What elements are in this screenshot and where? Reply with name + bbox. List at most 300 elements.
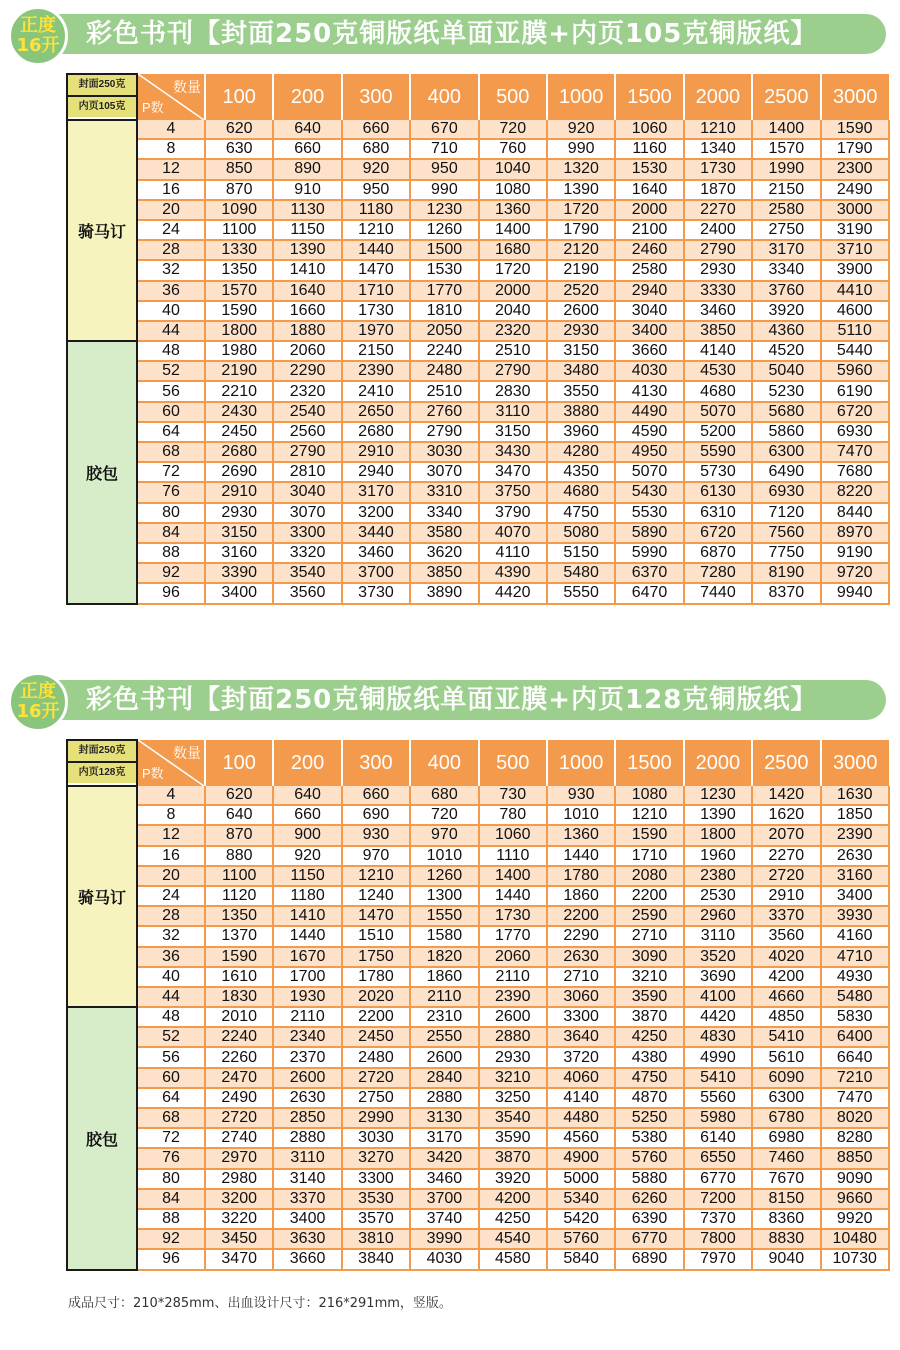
price-cell: 7750 bbox=[752, 543, 820, 563]
price-cell: 2600 bbox=[273, 1068, 341, 1088]
quantity-header: 400 bbox=[410, 740, 478, 786]
price-cell: 5980 bbox=[684, 1108, 752, 1128]
price-cell: 3560 bbox=[273, 583, 341, 603]
page-count-cell: 80 bbox=[137, 503, 205, 523]
price-cell: 1060 bbox=[615, 120, 683, 139]
price-cell: 680 bbox=[342, 139, 410, 159]
price-cell: 3400 bbox=[821, 886, 889, 906]
price-cell: 2680 bbox=[205, 442, 273, 462]
price-cell: 3030 bbox=[342, 1128, 410, 1148]
table-row bbox=[67, 886, 889, 906]
price-cell: 730 bbox=[479, 786, 547, 805]
quantity-header: 300 bbox=[342, 74, 410, 120]
price-cell: 6640 bbox=[821, 1047, 889, 1067]
price-cell: 6400 bbox=[821, 1027, 889, 1047]
table-row bbox=[67, 1249, 889, 1269]
page-count-cell: 32 bbox=[137, 926, 205, 946]
price-cell: 8190 bbox=[752, 563, 820, 583]
price-cell: 1710 bbox=[615, 846, 683, 866]
price-cell: 990 bbox=[410, 180, 478, 200]
price-cell: 2930 bbox=[205, 503, 273, 523]
page-count-cell: 12 bbox=[137, 159, 205, 179]
table-row bbox=[67, 220, 889, 240]
price-cell: 6390 bbox=[615, 1209, 683, 1229]
table-row bbox=[67, 381, 889, 401]
binding-group-label: 胶包 bbox=[67, 1007, 137, 1269]
price-cell: 3540 bbox=[479, 1108, 547, 1128]
size-badge bbox=[8, 672, 68, 732]
price-cell: 1360 bbox=[547, 825, 615, 845]
badge-line1: 正度 bbox=[20, 15, 56, 36]
price-cell: 2940 bbox=[615, 281, 683, 301]
price-cell: 910 bbox=[273, 180, 341, 200]
price-section-128 bbox=[0, 666, 900, 1286]
price-cell: 6310 bbox=[684, 503, 752, 523]
price-cell: 5410 bbox=[752, 1027, 820, 1047]
price-cell: 2750 bbox=[342, 1088, 410, 1108]
price-cell: 1630 bbox=[821, 786, 889, 805]
price-cell: 3460 bbox=[410, 1169, 478, 1189]
price-cell: 1420 bbox=[752, 786, 820, 805]
page-count-cell: 24 bbox=[137, 886, 205, 906]
price-cell: 2070 bbox=[752, 825, 820, 845]
price-cell: 3040 bbox=[273, 482, 341, 502]
price-cell: 2390 bbox=[342, 361, 410, 381]
price-cell: 5860 bbox=[752, 422, 820, 442]
price-cell: 2600 bbox=[547, 301, 615, 321]
table-row bbox=[67, 442, 889, 462]
price-cell: 5480 bbox=[821, 987, 889, 1007]
price-cell: 1110 bbox=[479, 846, 547, 866]
price-cell: 4660 bbox=[752, 987, 820, 1007]
price-cell: 7280 bbox=[684, 563, 752, 583]
price-cell: 1390 bbox=[684, 805, 752, 825]
price-cell: 3150 bbox=[205, 523, 273, 543]
table-row bbox=[67, 361, 889, 381]
price-cell: 3990 bbox=[410, 1229, 478, 1249]
price-cell: 5080 bbox=[547, 523, 615, 543]
price-cell: 2190 bbox=[205, 361, 273, 381]
price-cell: 3170 bbox=[342, 482, 410, 502]
price-cell: 4930 bbox=[821, 967, 889, 987]
title-banner bbox=[30, 14, 886, 54]
price-cell: 6470 bbox=[615, 583, 683, 603]
table-row bbox=[67, 987, 889, 1007]
price-cell: 3760 bbox=[752, 281, 820, 301]
table-row bbox=[67, 846, 889, 866]
table-row bbox=[67, 321, 889, 341]
price-cell: 880 bbox=[205, 846, 273, 866]
price-cell: 720 bbox=[479, 120, 547, 139]
price-cell: 2580 bbox=[752, 200, 820, 220]
price-cell: 1930 bbox=[273, 987, 341, 1007]
price-cell: 1590 bbox=[205, 301, 273, 321]
price-cell: 1210 bbox=[342, 866, 410, 886]
page-count-cell: 20 bbox=[137, 200, 205, 220]
price-cell: 2510 bbox=[479, 341, 547, 361]
price-cell: 5840 bbox=[547, 1249, 615, 1269]
page-count-cell: 48 bbox=[137, 341, 205, 361]
price-cell: 1470 bbox=[342, 906, 410, 926]
table-row bbox=[67, 139, 889, 159]
price-cell: 2750 bbox=[752, 220, 820, 240]
price-cell: 3090 bbox=[615, 947, 683, 967]
table-row bbox=[67, 523, 889, 543]
price-cell: 1660 bbox=[273, 301, 341, 321]
price-cell: 3190 bbox=[821, 220, 889, 240]
price-cell: 9720 bbox=[821, 563, 889, 583]
price-cell: 9190 bbox=[821, 543, 889, 563]
price-cell: 3720 bbox=[547, 1047, 615, 1067]
price-cell: 5760 bbox=[547, 1229, 615, 1249]
price-cell: 1330 bbox=[205, 240, 273, 260]
price-cell: 780 bbox=[479, 805, 547, 825]
price-cell: 3590 bbox=[615, 987, 683, 1007]
price-cell: 1470 bbox=[342, 260, 410, 280]
quantity-header: 3000 bbox=[821, 740, 889, 786]
price-cell: 1160 bbox=[615, 139, 683, 159]
table-row bbox=[67, 240, 889, 260]
price-cell: 9040 bbox=[752, 1249, 820, 1269]
price-cell: 5040 bbox=[752, 361, 820, 381]
price-cell: 4390 bbox=[479, 563, 547, 583]
footnote: 成品尺寸：210*285mm、出血设计尺寸：216*291mm，竖版。 bbox=[68, 1296, 452, 1311]
axis-corner-cell bbox=[137, 74, 205, 120]
price-cell: 3570 bbox=[342, 1209, 410, 1229]
price-cell: 3170 bbox=[752, 240, 820, 260]
page-count-cell: 92 bbox=[137, 1229, 205, 1249]
price-cell: 7470 bbox=[821, 442, 889, 462]
price-cell: 3150 bbox=[479, 422, 547, 442]
price-cell: 5830 bbox=[821, 1007, 889, 1027]
price-cell: 2590 bbox=[615, 906, 683, 926]
price-cell: 3460 bbox=[342, 543, 410, 563]
price-cell: 6770 bbox=[615, 1229, 683, 1249]
price-cell: 3300 bbox=[342, 1169, 410, 1189]
price-cell: 1500 bbox=[410, 240, 478, 260]
price-cell: 1150 bbox=[273, 866, 341, 886]
price-table bbox=[66, 739, 890, 1271]
page-count-cell: 32 bbox=[137, 260, 205, 280]
cover-spec: 封面250克 bbox=[68, 75, 136, 97]
price-cell: 3110 bbox=[273, 1148, 341, 1168]
price-cell: 890 bbox=[273, 159, 341, 179]
price-cell: 2600 bbox=[479, 1007, 547, 1027]
price-cell: 3400 bbox=[615, 321, 683, 341]
price-cell: 1370 bbox=[205, 926, 273, 946]
price-cell: 1860 bbox=[410, 967, 478, 987]
page-count-cell: 48 bbox=[137, 1007, 205, 1027]
price-cell: 4680 bbox=[684, 381, 752, 401]
quantity-header: 1000 bbox=[547, 74, 615, 120]
paper-spec-cell bbox=[67, 740, 137, 786]
table-row bbox=[67, 281, 889, 301]
price-cell: 2650 bbox=[342, 402, 410, 422]
price-cell: 8440 bbox=[821, 503, 889, 523]
table-row bbox=[67, 1209, 889, 1229]
price-cell: 1640 bbox=[615, 180, 683, 200]
price-cell: 3900 bbox=[821, 260, 889, 280]
price-cell: 2760 bbox=[410, 402, 478, 422]
price-cell: 4490 bbox=[615, 402, 683, 422]
price-cell: 1750 bbox=[342, 947, 410, 967]
price-cell: 2430 bbox=[205, 402, 273, 422]
price-cell: 690 bbox=[342, 805, 410, 825]
price-cell: 1180 bbox=[273, 886, 341, 906]
price-cell: 870 bbox=[205, 180, 273, 200]
price-cell: 1120 bbox=[205, 886, 273, 906]
price-cell: 3470 bbox=[479, 462, 547, 482]
price-cell: 1150 bbox=[273, 220, 341, 240]
price-cell: 3130 bbox=[410, 1108, 478, 1128]
price-cell: 1720 bbox=[479, 260, 547, 280]
price-cell: 9660 bbox=[821, 1189, 889, 1209]
price-cell: 1590 bbox=[821, 120, 889, 139]
price-cell: 4060 bbox=[547, 1068, 615, 1088]
price-cell: 3580 bbox=[410, 523, 478, 543]
price-cell: 6300 bbox=[752, 442, 820, 462]
price-cell: 3200 bbox=[342, 503, 410, 523]
price-cell: 4140 bbox=[547, 1088, 615, 1108]
price-cell: 3790 bbox=[479, 503, 547, 523]
price-cell: 720 bbox=[410, 805, 478, 825]
table-row bbox=[67, 1189, 889, 1209]
price-cell: 6300 bbox=[752, 1088, 820, 1108]
price-cell: 640 bbox=[205, 805, 273, 825]
inner-spec: 内页105克 bbox=[68, 97, 136, 117]
price-cell: 1090 bbox=[205, 200, 273, 220]
table-row bbox=[67, 1229, 889, 1249]
price-cell: 3340 bbox=[752, 260, 820, 280]
price-cell: 7370 bbox=[684, 1209, 752, 1229]
price-cell: 4100 bbox=[684, 987, 752, 1007]
page-count-cell: 8 bbox=[137, 805, 205, 825]
price-cell: 1960 bbox=[684, 846, 752, 866]
price-cell: 3700 bbox=[342, 563, 410, 583]
price-cell: 2480 bbox=[342, 1047, 410, 1067]
price-cell: 5550 bbox=[547, 583, 615, 603]
price-cell: 3690 bbox=[684, 967, 752, 987]
table-row bbox=[67, 1169, 889, 1189]
price-cell: 5610 bbox=[752, 1047, 820, 1067]
price-cell: 1410 bbox=[273, 260, 341, 280]
page-count-cell: 64 bbox=[137, 422, 205, 442]
section-title: 彩色书刊【封面250克铜版纸单面亚膜+内页105克铜版纸】 bbox=[86, 19, 818, 49]
price-cell: 7800 bbox=[684, 1229, 752, 1249]
quantity-axis-label: 数量 bbox=[173, 79, 201, 95]
section-title: 彩色书刊【封面250克铜版纸单面亚膜+内页128克铜版纸】 bbox=[86, 685, 818, 715]
price-cell: 5070 bbox=[615, 462, 683, 482]
quantity-header: 2500 bbox=[752, 74, 820, 120]
price-cell: 2790 bbox=[479, 361, 547, 381]
price-cell: 1870 bbox=[684, 180, 752, 200]
price-cell: 3890 bbox=[410, 583, 478, 603]
price-cell: 4020 bbox=[752, 947, 820, 967]
price-cell: 2200 bbox=[615, 886, 683, 906]
price-cell: 1720 bbox=[547, 200, 615, 220]
price-cell: 6370 bbox=[615, 563, 683, 583]
price-cell: 2790 bbox=[684, 240, 752, 260]
price-cell: 1620 bbox=[752, 805, 820, 825]
price-cell: 5110 bbox=[821, 321, 889, 341]
page-count-cell: 20 bbox=[137, 866, 205, 886]
price-cell: 2520 bbox=[547, 281, 615, 301]
table-row bbox=[67, 341, 889, 361]
price-cell: 950 bbox=[342, 180, 410, 200]
page-count-cell: 76 bbox=[137, 1148, 205, 1168]
price-cell: 2190 bbox=[547, 260, 615, 280]
pages-axis-label: P数 bbox=[142, 766, 164, 781]
quantity-header: 1500 bbox=[615, 74, 683, 120]
price-cell: 900 bbox=[273, 825, 341, 845]
price-cell: 2200 bbox=[547, 906, 615, 926]
price-cell: 3040 bbox=[615, 301, 683, 321]
table-row bbox=[67, 825, 889, 845]
price-cell: 2880 bbox=[410, 1088, 478, 1108]
price-cell: 3110 bbox=[684, 926, 752, 946]
price-cell: 2080 bbox=[615, 866, 683, 886]
table-row bbox=[67, 967, 889, 987]
price-cell: 7470 bbox=[821, 1088, 889, 1108]
quantity-header: 2000 bbox=[684, 74, 752, 120]
binding-group-label: 骑马订 bbox=[67, 786, 137, 1007]
price-cell: 1770 bbox=[479, 926, 547, 946]
price-section-105 bbox=[0, 0, 900, 620]
price-cell: 3520 bbox=[684, 947, 752, 967]
price-cell: 2150 bbox=[342, 341, 410, 361]
price-cell: 4830 bbox=[684, 1027, 752, 1047]
price-cell: 4030 bbox=[615, 361, 683, 381]
price-cell: 1400 bbox=[752, 120, 820, 139]
price-cell: 2850 bbox=[273, 1108, 341, 1128]
price-cell: 2790 bbox=[273, 442, 341, 462]
price-cell: 1340 bbox=[684, 139, 752, 159]
price-cell: 3840 bbox=[342, 1249, 410, 1269]
price-cell: 3920 bbox=[479, 1169, 547, 1189]
price-cell: 5070 bbox=[684, 402, 752, 422]
price-cell: 10730 bbox=[821, 1249, 889, 1269]
price-cell: 4600 bbox=[821, 301, 889, 321]
price-cell: 1700 bbox=[273, 967, 341, 987]
price-cell: 4360 bbox=[752, 321, 820, 341]
price-cell: 4200 bbox=[752, 967, 820, 987]
price-cell: 3060 bbox=[547, 987, 615, 1007]
price-cell: 4250 bbox=[615, 1027, 683, 1047]
price-cell: 2910 bbox=[205, 482, 273, 502]
price-cell: 6550 bbox=[684, 1148, 752, 1168]
page-count-cell: 56 bbox=[137, 1047, 205, 1067]
table-row bbox=[67, 120, 889, 139]
price-cell: 1830 bbox=[205, 987, 273, 1007]
price-cell: 2960 bbox=[684, 906, 752, 926]
price-cell: 1710 bbox=[342, 281, 410, 301]
price-cell: 3880 bbox=[547, 402, 615, 422]
page-count-cell: 52 bbox=[137, 1027, 205, 1047]
price-cell: 2110 bbox=[273, 1007, 341, 1027]
table-row bbox=[67, 1068, 889, 1088]
page-count-cell: 36 bbox=[137, 947, 205, 967]
page-count-cell: 68 bbox=[137, 442, 205, 462]
price-cell: 1130 bbox=[273, 200, 341, 220]
price-cell: 1440 bbox=[273, 926, 341, 946]
price-cell: 3320 bbox=[273, 543, 341, 563]
price-cell: 3590 bbox=[479, 1128, 547, 1148]
price-cell: 4380 bbox=[615, 1047, 683, 1067]
price-cell: 4750 bbox=[547, 503, 615, 523]
price-cell: 1800 bbox=[684, 825, 752, 845]
price-cell: 4900 bbox=[547, 1148, 615, 1168]
price-cell: 3850 bbox=[410, 563, 478, 583]
price-cell: 3200 bbox=[205, 1189, 273, 1209]
table-row bbox=[67, 1148, 889, 1168]
price-cell: 2370 bbox=[273, 1047, 341, 1067]
price-cell: 7120 bbox=[752, 503, 820, 523]
price-cell: 8830 bbox=[752, 1229, 820, 1249]
price-cell: 2200 bbox=[342, 1007, 410, 1027]
table-row bbox=[67, 200, 889, 220]
price-cell: 7970 bbox=[684, 1249, 752, 1269]
price-cell: 3620 bbox=[410, 543, 478, 563]
price-cell: 1730 bbox=[479, 906, 547, 926]
price-cell: 2930 bbox=[684, 260, 752, 280]
price-cell: 2720 bbox=[342, 1068, 410, 1088]
price-cell: 5150 bbox=[547, 543, 615, 563]
price-cell: 8370 bbox=[752, 583, 820, 603]
price-cell: 5530 bbox=[615, 503, 683, 523]
price-cell: 2110 bbox=[410, 987, 478, 1007]
table-row bbox=[67, 503, 889, 523]
table-row bbox=[67, 947, 889, 967]
price-cell: 1640 bbox=[273, 281, 341, 301]
price-cell: 680 bbox=[410, 786, 478, 805]
price-cell: 1610 bbox=[205, 967, 273, 987]
price-cell: 5000 bbox=[547, 1169, 615, 1189]
price-cell: 3920 bbox=[752, 301, 820, 321]
price-cell: 4350 bbox=[547, 462, 615, 482]
axis-corner-cell bbox=[137, 740, 205, 786]
table-row bbox=[67, 1088, 889, 1108]
quantity-header: 100 bbox=[205, 740, 273, 786]
price-cell: 2110 bbox=[479, 967, 547, 987]
price-cell: 2630 bbox=[273, 1088, 341, 1108]
price-cell: 6090 bbox=[752, 1068, 820, 1088]
page-count-cell: 44 bbox=[137, 321, 205, 341]
price-cell: 1440 bbox=[547, 846, 615, 866]
price-cell: 5880 bbox=[615, 1169, 683, 1189]
price-cell: 4560 bbox=[547, 1128, 615, 1148]
price-cell: 2390 bbox=[479, 987, 547, 1007]
price-cell: 2210 bbox=[205, 381, 273, 401]
price-cell: 2450 bbox=[205, 422, 273, 442]
price-cell: 1680 bbox=[479, 240, 547, 260]
price-cell: 8020 bbox=[821, 1108, 889, 1128]
price-cell: 1800 bbox=[205, 321, 273, 341]
price-cell: 5760 bbox=[615, 1148, 683, 1168]
price-cell: 1810 bbox=[410, 301, 478, 321]
table-row bbox=[67, 866, 889, 886]
price-cell: 920 bbox=[547, 120, 615, 139]
table-row bbox=[67, 1007, 889, 1027]
price-cell: 5230 bbox=[752, 381, 820, 401]
price-cell: 990 bbox=[547, 139, 615, 159]
price-cell: 6870 bbox=[684, 543, 752, 563]
paper-spec-cell bbox=[67, 74, 137, 120]
price-cell: 2880 bbox=[479, 1027, 547, 1047]
price-cell: 850 bbox=[205, 159, 273, 179]
price-cell: 1770 bbox=[410, 281, 478, 301]
table-row bbox=[67, 422, 889, 442]
price-cell: 5730 bbox=[684, 462, 752, 482]
